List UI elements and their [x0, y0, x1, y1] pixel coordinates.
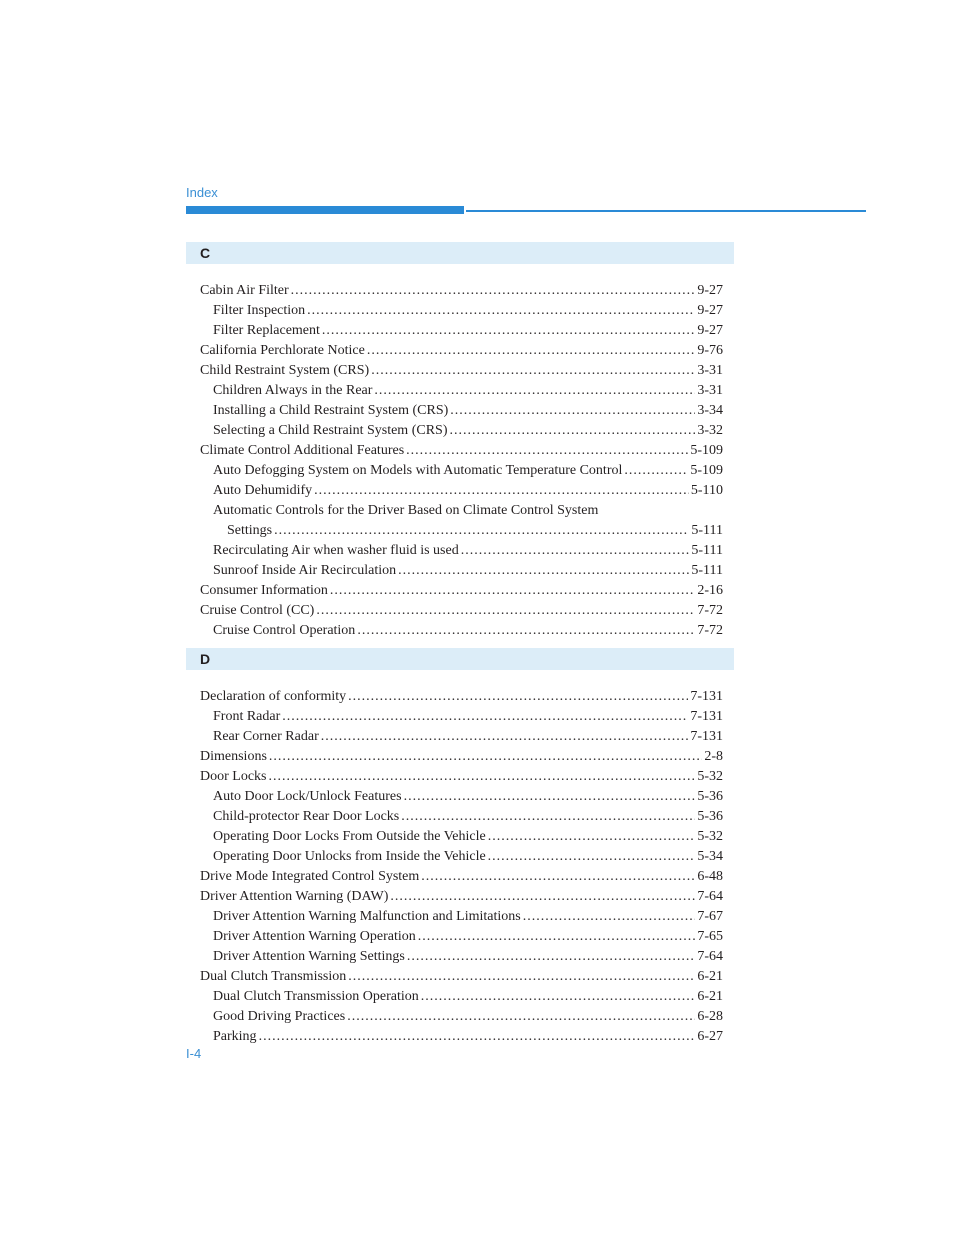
index-entry [186, 341, 734, 361]
dot-leader [401, 807, 695, 827]
entry-page-ref: 5-111 [691, 563, 723, 578]
dot-leader [348, 967, 695, 987]
entry-page-ref: 7-131 [690, 689, 723, 704]
entry-label: Consumer Information [200, 583, 328, 598]
entry-page-ref: 9-27 [697, 323, 723, 338]
dot-leader [291, 281, 696, 301]
section-letter: D [186, 648, 734, 670]
entry-label: Driver Attention Warning Operation [213, 929, 416, 944]
entry-page-ref: 7-64 [697, 889, 723, 904]
entry-label: Drive Mode Integrated Control System [200, 869, 420, 884]
entry-label: Driver Attention Warning Settings [213, 949, 405, 964]
dot-leader [314, 481, 689, 501]
dot-leader [421, 987, 696, 1007]
dot-leader [357, 621, 695, 641]
dot-leader [330, 581, 695, 601]
entry-page-ref: 6-48 [697, 869, 723, 884]
dot-leader [282, 707, 688, 727]
entry-label: Cruise Control (CC) [200, 603, 315, 618]
index-subentry [186, 847, 734, 867]
index-subentry [186, 907, 734, 927]
entry-label: Auto Dehumidify [213, 483, 313, 498]
page-number: I-4 [186, 1046, 202, 1061]
entry-page-ref: 7-65 [697, 929, 723, 944]
entry-label: Operating Door Locks From Outside the Vehicle [213, 829, 486, 844]
entry-page-ref: 5-109 [690, 463, 723, 478]
entry-page-ref: 7-72 [697, 623, 723, 638]
entry-label: Dual Clutch Transmission Operation [213, 989, 419, 1004]
entry-label: Operating Door Unlocks from Inside the Vehicle [213, 849, 486, 864]
index-entry [186, 361, 734, 381]
entry-label: Sunroof Inside Air Recirculation [213, 563, 397, 578]
index-entry [186, 747, 734, 767]
index-subentry [186, 521, 734, 541]
entry-page-ref: 6-27 [697, 1029, 723, 1044]
dot-leader [407, 947, 695, 967]
entry-label: Recirculating Air when washer fluid is used [213, 543, 459, 558]
index-subentry [186, 1007, 734, 1027]
index-entry-text: Automatic Controls for the Driver Based on Climate Control System [213, 503, 599, 518]
entry-page-ref: 6-21 [697, 969, 723, 984]
dot-leader [274, 521, 689, 541]
entry-page-ref: 2-8 [704, 749, 723, 764]
entry-label: Auto Defogging System on Models with Automatic Temperature Control [213, 463, 623, 478]
index-subentry [186, 321, 734, 341]
dot-leader [523, 907, 696, 927]
index-entry [186, 281, 734, 301]
entry-label: Front Radar [213, 709, 281, 724]
index-section-d [186, 648, 734, 1047]
entry-page-ref: 3-31 [697, 383, 723, 398]
index-subentry [186, 807, 734, 827]
entry-page-ref: 9-27 [697, 283, 723, 298]
entry-page-ref: 5-111 [691, 543, 723, 558]
dot-leader [348, 687, 688, 707]
index-subentry [186, 421, 734, 441]
entry-label: Child-protector Rear Door Locks [213, 809, 400, 824]
entry-page-ref: 5-111 [691, 523, 723, 538]
index-entry [186, 887, 734, 907]
entry-label: Driver Attention Warning Malfunction and Limitations [213, 909, 521, 924]
entry-label: Good Driving Practices [213, 1009, 346, 1024]
index-subentry [186, 621, 734, 641]
entry-label: Installing a Child Restraint System (CRS) [213, 403, 449, 418]
entry-page-ref: 5-34 [697, 849, 723, 864]
dot-leader [450, 421, 696, 441]
entry-label: Child Restraint System (CRS) [200, 363, 370, 378]
index-entry [186, 967, 734, 987]
dot-leader [404, 787, 696, 807]
dot-leader [307, 301, 695, 321]
dot-leader [488, 847, 696, 867]
index-entry [186, 767, 734, 787]
entry-label: Filter Inspection [213, 303, 306, 318]
entry-label: Auto Door Lock/Unlock Features [213, 789, 402, 804]
index-subentry [186, 461, 734, 481]
index-subentry [186, 727, 734, 747]
entry-label: Children Always in the Rear [213, 383, 373, 398]
entry-page-ref: 6-28 [697, 1009, 723, 1024]
entry-label: California Perchlorate Notice [200, 343, 365, 358]
dot-leader [269, 767, 696, 787]
index-subentry [186, 541, 734, 561]
index-subentry [186, 561, 734, 581]
entry-list [186, 687, 734, 1047]
dot-leader [450, 401, 695, 421]
dot-leader [316, 601, 695, 621]
section-title: Index [186, 185, 218, 200]
entry-page-ref: 5-32 [697, 829, 723, 844]
entry-label: Declaration of conformity [200, 689, 347, 704]
dot-leader [461, 541, 690, 561]
index-subentry [186, 1027, 734, 1047]
dot-leader [390, 887, 695, 907]
dot-leader [371, 361, 695, 381]
entry-label: Dual Clutch Transmission [200, 969, 347, 984]
index-subentry [186, 987, 734, 1007]
entry-page-ref: 2-16 [697, 583, 723, 598]
entry-page-ref: 5-32 [697, 769, 723, 784]
header-rule-thin [466, 210, 866, 212]
dot-leader [347, 1007, 695, 1027]
index-subentry [186, 707, 734, 727]
index-subentry [186, 927, 734, 947]
entry-label: Parking [213, 1029, 257, 1044]
entry-page-ref: 9-76 [697, 343, 723, 358]
index-subentry [186, 481, 734, 501]
entry-page-ref: 5-36 [697, 809, 723, 824]
entry-page-ref: 3-31 [697, 363, 723, 378]
index-subentry [186, 827, 734, 847]
entry-page-ref: 5-109 [690, 443, 723, 458]
index-entry [186, 441, 734, 461]
entry-label: Climate Control Additional Features [200, 443, 405, 458]
index-section-c [186, 242, 734, 641]
entry-label: Filter Replacement [213, 323, 320, 338]
index-entry [186, 581, 734, 601]
entry-page-ref: 7-131 [690, 709, 723, 724]
dot-leader [269, 747, 702, 767]
dot-leader [259, 1027, 696, 1047]
dot-leader [624, 461, 688, 481]
dot-leader [488, 827, 696, 847]
dot-leader [398, 561, 689, 581]
entry-label: Cabin Air Filter [200, 283, 289, 298]
dot-leader [367, 341, 696, 361]
entry-list [186, 281, 734, 641]
entry-label: Settings [227, 523, 273, 538]
entry-page-ref: 5-36 [697, 789, 723, 804]
dot-leader [421, 867, 695, 887]
entry-label: Driver Attention Warning (DAW) [200, 889, 389, 904]
entry-page-ref: 3-34 [697, 403, 723, 418]
entry-page-ref: 9-27 [697, 303, 723, 318]
index-subentry [186, 381, 734, 401]
entry-label: Selecting a Child Restraint System (CRS) [213, 423, 448, 438]
entry-page-ref: 7-72 [697, 603, 723, 618]
entry-page-ref: 7-131 [690, 729, 723, 744]
entry-page-ref: 6-21 [697, 989, 723, 1004]
dot-leader [418, 927, 696, 947]
dot-leader [321, 727, 689, 747]
section-letter: C [186, 242, 734, 264]
dot-leader [374, 381, 695, 401]
index-subentry [186, 301, 734, 321]
entry-label: Rear Corner Radar [213, 729, 319, 744]
header-rule-thick [186, 206, 464, 214]
index-entry [186, 687, 734, 707]
entry-page-ref: 7-64 [697, 949, 723, 964]
index-entry [186, 601, 734, 621]
index-subentry [186, 787, 734, 807]
entry-page-ref: 3-32 [697, 423, 723, 438]
entry-page-ref: 5-110 [690, 483, 723, 498]
index-subentry [186, 401, 734, 421]
entry-page-ref: 7-67 [697, 909, 723, 924]
index-subentry [186, 947, 734, 967]
entry-label: Dimensions [200, 749, 267, 764]
dot-leader [406, 441, 688, 461]
index-entry [186, 867, 734, 887]
entry-label: Door Locks [200, 769, 267, 784]
dot-leader [322, 321, 695, 341]
entry-label: Cruise Control Operation [213, 623, 356, 638]
